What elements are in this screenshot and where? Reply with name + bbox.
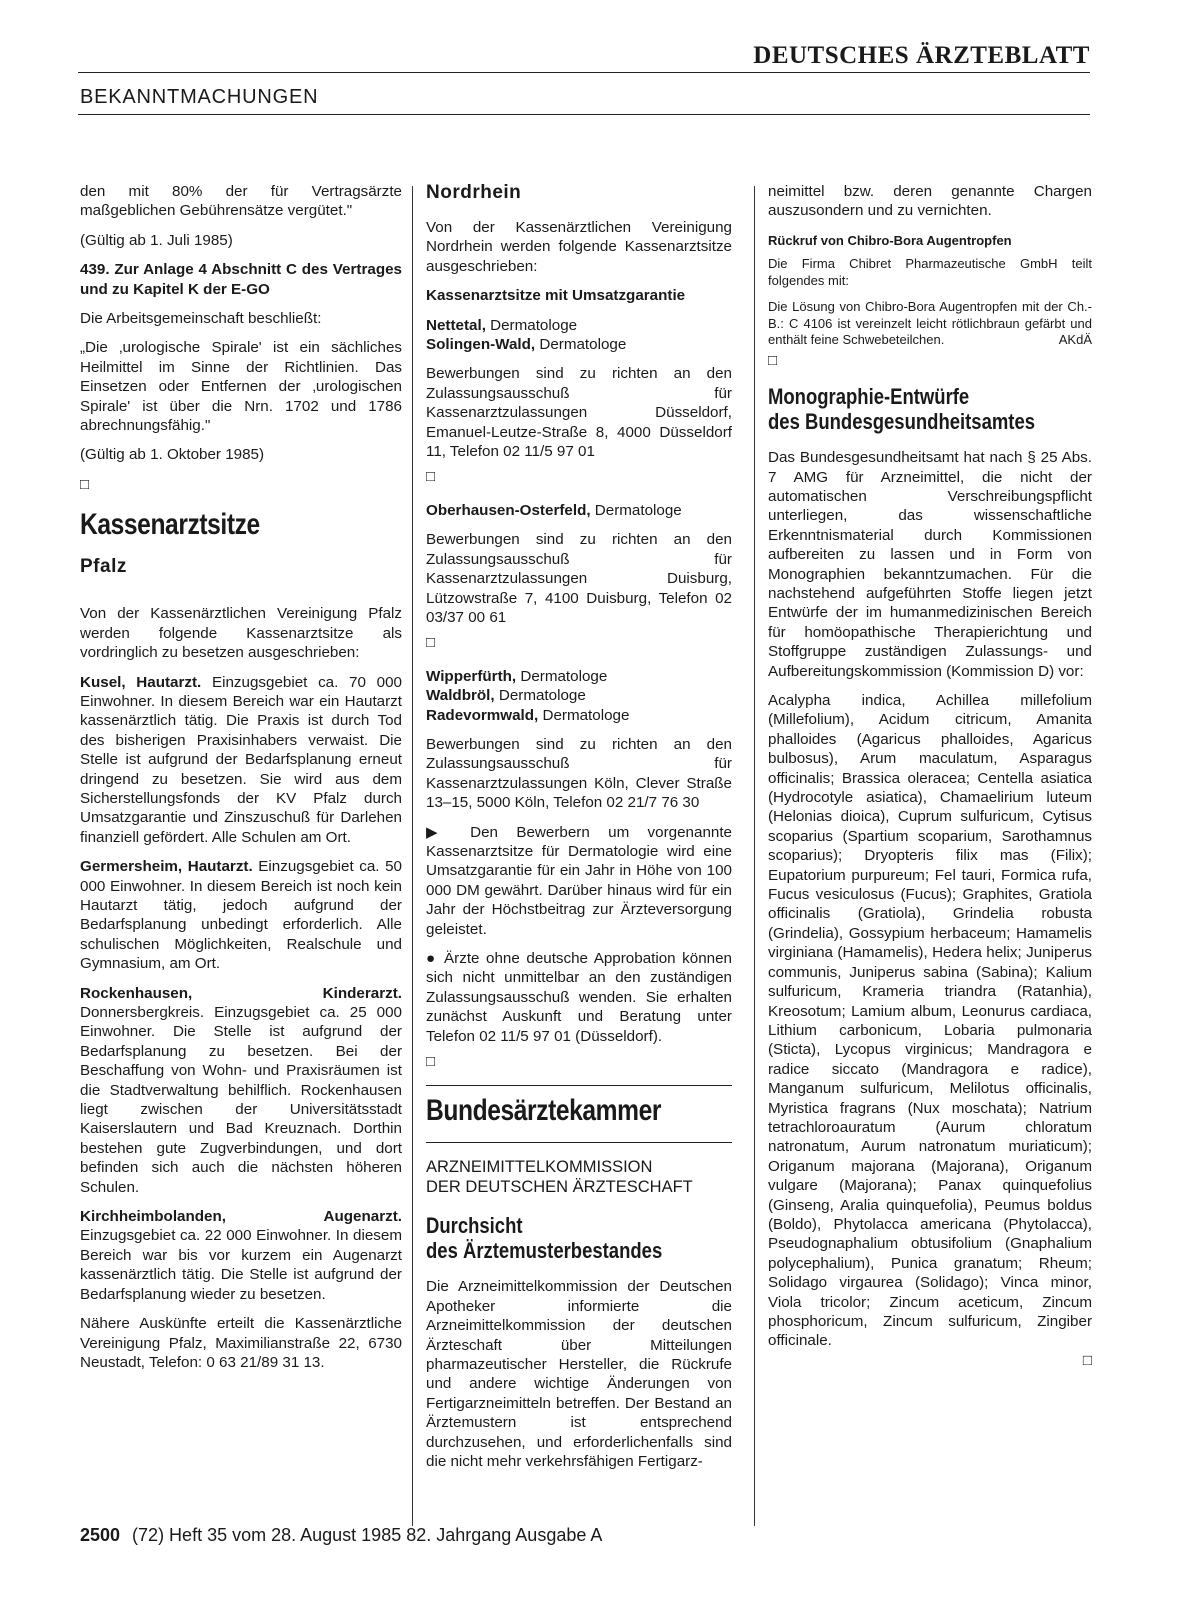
section-label: BEKANNTMACHUNGEN bbox=[80, 86, 319, 108]
substance-list: Acalypha indica, Achillea millefolium (Millefolium), Acidum citricum, Amanita phalloides (Agaricus phalloides, Agaricus bulbosus), Arum maculatum, Asparagus officinalis; Brassica oleracea; Centella asiatica (Hydrocotyle asiatica), Chamaelirium luteum (Helonias dioica), Cuprum sulfuricum, Cytisus scoparius (Spartium scoparium, Sarothamnus scoparius); Dryopteris filix mas (Filix); Eupatorium purpureum; Fel tauri, Formica rufa, Fucus vesiculosus (Fucus); Graphites, Gratiola officinalis (Gratiola), Grindelia robusta (Grindelia), Gossypium herbaceum; Hamamelis virginiana (Hamamelis), Hedera helix; Juniperus communis, Juniperus sabina (Sabina); Kalium sulfuricum, Krameria triandra (Ratanhia), Kreosotum; Lamium album, Leonurus cardiaca, Lithium carbonicum, Lobaria pulmonaria (Sticta), Lycopus virginicus; Mandragora e radice siccato (Mandragora e radice), Manganum sulfuricum, Melilotus officinalis, Myristica fragrans (Nux moschata); Natrium tetrachloroauratum (Aurum chloratum natronatum, Aurum natronatum muriaticum); Origanum majorana (Majorana), Origanum vulgare (Majorana); Panax quinquefolius (Ginseng, Aralia quinquefolia), Peumus boldus (Boldo), Phytolacca americana (Phytolacca), Pseudognaphalium obtusifolium (Gnaphalium polycephalium), Punica granatum; Rheum; Solidago virgaurea (Solidago); Vinca minor, Viola tricolor; Zincum aceticum, Zincum phosphoricum, Zincum sulfuricum, Zingiber officinale. bbox=[768, 692, 1092, 1350]
notice-paragraph: Die Lösung von Chibro-Bora Augentropfen mit der Ch.-B.: C 4106 ist vereinzelt leicht rötlichbraun gefärbt und enthält feine Schwebeteilchen. AKdÄ bbox=[768, 299, 1092, 348]
end-square-icon: □ bbox=[1082, 1351, 1092, 1369]
listing-rockenhausen bbox=[80, 984, 402, 1197]
paragraph-triangle: ▶ Den Bewerbern um vorgenannte Kassenarztsitze für Dermatologie wird eine Umsatzgarantie für ein Jahr in Höhe von 100 000 DM gewährt. Darüber hinaus wird für ein Jahr der Höchstbeitrag zur Ärzteversorgung geleistet. bbox=[426, 823, 732, 938]
listing-text: Donnersbergkreis. Einzugsgebiet ca. 25 000 Einwohner. Die Stelle ist aufgrund der Bedarfsplanung zu besetzen. Bei der Beschaffung von Wohn- und Praxisräumen ist die Stadtverwaltung behilflich. Rockenhausen liegt zwischen der Universitätsstadt Kaiserslautern und Bad Kreuznach. Dorthin bestehen gute Zugverbindungen, und dort befinden sich auch die nächsten höheren Schulen. bbox=[80, 1004, 402, 1196]
paragraph: „Die ‚urologische Spirale' ist ein sächliches Heilmittel im Sinne der Richtlinien. Das Einsetzen oder Entfernen der ‚urologischen Spirale' ist über die Nrn. 1702 und 1786 abrechnungsfähig." bbox=[80, 339, 402, 435]
listing-nettetal: Nettetal, Dermatologe bbox=[426, 316, 578, 334]
paragraph: Von der Kassenärztlichen Vereinigung Pfalz werden folgende Kassenarztsitze als vordringlich zu besetzen ausgeschrieben: bbox=[80, 605, 402, 662]
paragraph: (Gültig ab 1. Juli 1985) bbox=[80, 231, 233, 249]
column-right bbox=[768, 182, 1092, 1370]
paragraph: Von der Kassenärztlichen Vereinigung Nordrhein werden folgende Kassenarztsitze ausgeschrieben: bbox=[426, 219, 732, 275]
listing-germersheim bbox=[80, 857, 402, 973]
paragraph: Das Bundesgesundheitsamt hat nach § 25 Abs. 7 AMG für Arzneimittel, die nicht der automatischen Verschreibungspflicht unterliegen, das wissenschaftliche Erkenntnismaterial durch Kommissionen aufbereiten zu lassen und in Form von Monographien bekanntzumachen. Für die nachstehend aufgeführten Stoffe liegen jetzt Entwürfe der im humanmedizinischen Bereich für homöopathische Therapierichtung und Stoffgruppe zuständigen Zulassungs- und Aufbereitungskommission (Kommission D) vor: bbox=[768, 449, 1092, 680]
heading-nordrhein: Nordrhein bbox=[426, 182, 522, 203]
notice-heading: Rückruf von Chibro-Bora Augentropfen bbox=[768, 232, 1012, 248]
heading-kassenarztsitze: Kassenarztsitze bbox=[80, 508, 260, 542]
header-rule-top bbox=[78, 72, 1090, 73]
page-number: 2500 bbox=[80, 1525, 121, 1545]
paragraph: Bewerbungen sind zu richten an den Zulassungsausschuß für Kassenarztzulassungen Duisburg, Lützowstraße 7, 4100 Duisburg, Telefon 02 03/37 00 61 bbox=[426, 531, 732, 626]
heading-pfalz: Pfalz bbox=[80, 556, 127, 578]
paragraph: Nähere Auskünfte erteilt die Kassenärztliche Vereinigung Pfalz, Maximilianstraße 22, 6730 Neustadt, Telefon: 0 63 21/89 31 13. bbox=[80, 1315, 402, 1371]
paragraph: Die Arbeitsgemeinschaft beschließt: bbox=[80, 310, 322, 328]
heading-durchsicht: Durchsicht des Ärztemusterbestandes bbox=[426, 1213, 663, 1264]
column-divider-2 bbox=[754, 186, 755, 1526]
end-square-icon: □ bbox=[426, 634, 436, 652]
listing-title: Kirchheimbolanden, Augenarzt. bbox=[80, 1208, 402, 1226]
listing-title: Kusel, Hautarzt. bbox=[80, 673, 202, 691]
notice-paragraph: Die Firma Chibret Pharmazeutische GmbH teilt folgendes mit: bbox=[768, 256, 1092, 288]
listing-title: Germersheim, Hautarzt. bbox=[80, 858, 253, 876]
listing-text: Einzugsgebiet ca. 50 000 Einwohner. In diesem Bereich ist noch kein Hautarzt tätig, jedoch aufgrund der Bedarfsplanung unbedingt erforderlich. Alle schulischen Möglichkeiten, Realschule und Gymnasium, am Ort. bbox=[80, 858, 402, 973]
signature-akda: AKdÄ bbox=[1058, 332, 1092, 348]
end-square-icon: □ bbox=[768, 351, 778, 369]
page-footer bbox=[80, 1525, 602, 1546]
listing-waldbroel: Waldbröl, Dermatologe bbox=[426, 687, 586, 705]
listing-text: Einzugsgebiet ca. 70 000 Einwohner. In diesem Bereich war ein Hautarzt kassenärztlich tätig. Die Praxis ist durch Tod des bisherigen Praxisinhabers verwaist. Die Stelle ist aufgrund der Bedarfsplanung erneut dringend zu besetzen. Sie wird aus dem Sicherstellungsfonds der KV Pfalz durch Umsatzgarantie und Zinszuschuß für Darlehen finanziell gefördert. Alle Schulen am Ort. bbox=[80, 673, 402, 846]
listing-solingen: Solingen-Wald, Dermatologe bbox=[426, 336, 627, 354]
item-heading: 439. Zur Anlage 4 Abschnitt C des Vertrages und zu Kapitel K der E-GO bbox=[80, 261, 402, 298]
listing-oberhausen: Oberhausen-Osterfeld, Dermatologe bbox=[426, 501, 682, 519]
paragraph: den mit 80% der für Vertragsärzte maßgeblichen Gebührensätze vergütet." bbox=[80, 183, 402, 220]
issue-info: (72) Heft 35 vom 28. August 1985 82. Jahrgang Ausgabe A bbox=[132, 1525, 603, 1545]
section-rule bbox=[426, 1142, 732, 1143]
end-square-icon: □ bbox=[80, 475, 90, 493]
subheading-umsatzgarantie: Kassenarztsitze mit Umsatzgarantie bbox=[426, 287, 686, 305]
listing-wipperfuerth: Wipperfürth, Dermatologe bbox=[426, 667, 608, 685]
listing-radevormwald: Radevormwald, Dermatologe bbox=[426, 706, 630, 724]
paragraph: Bewerbungen sind zu richten an den Zulassungsausschuß für Kassenarztzulassungen Düsseldorf, Emanuel-Leutze-Straße 8, 4000 Düsseldorf 11, Telefon 02 11/5 97 01 bbox=[426, 365, 732, 461]
masthead: DEUTSCHES ÄRZTEBLATT bbox=[753, 42, 1090, 69]
paragraph: Bewerbungen sind zu richten an den Zulassungsausschuß für Kassenarztzulassungen Köln, Clever Straße 13–15, 5000 Köln, Telefon 02 21/7 76 30 bbox=[426, 735, 732, 812]
paragraph: (Gültig ab 1. Oktober 1985) bbox=[80, 446, 265, 464]
column-middle bbox=[426, 182, 732, 1482]
section-rule bbox=[426, 1085, 732, 1086]
column-divider-1 bbox=[412, 186, 413, 1526]
listing-title: Rockenhausen, Kinderarzt. bbox=[80, 984, 402, 1002]
end-square-icon: □ bbox=[426, 1053, 436, 1071]
overline-arzneimittelkommission: ARZNEIMITTELKOMMISSION DER DEUTSCHEN ÄRZTESCHAFT bbox=[426, 1158, 693, 1197]
listing-kusel bbox=[80, 673, 402, 848]
heading-bundesaerztekammer: Bundesärztekammer bbox=[426, 1094, 662, 1128]
heading-monographie: Monographie-Entwürfe des Bundesgesundheitsamtes bbox=[768, 384, 1036, 435]
listing-text: Einzugsgebiet ca. 22 000 Einwohner. In diesem Bereich war bis vor kurzem ein Augenarzt kassenärztlich tätig. Die Stelle ist aufgrund der Bedarfsplanung wieder zu besetzen. bbox=[80, 1227, 402, 1303]
paragraph: neimittel bzw. deren genannte Chargen auszusondern und zu vernichten. bbox=[768, 183, 1092, 220]
listing-kirchheimbolanden bbox=[80, 1207, 402, 1304]
paragraph: Die Arzneimittelkommission der Deutschen Apotheker informierte die Arzneimittelkommission der deutschen Ärzteschaft über Mitteilungen pharmazeutischer Hersteller, die Rückrufe und andere wichtige Änderungen von Fertigarzneimitteln betreffen. Der Bestand an Ärztemustern ist entsprechend durchzusehen, und erforderlichenfalls sind die nicht mehr verkehrsfähigen Fertigarz- bbox=[426, 1278, 732, 1471]
end-square-icon: □ bbox=[426, 468, 436, 486]
column-left bbox=[80, 182, 402, 1382]
paragraph-bullet: ● Ärzte ohne deutsche Approbation können sich nicht unmittelbar an den zuständigen Zulassungsausschuß wenden. Sie erhalten zunächst Auskunft und Beratung unter Telefon 02 11/5 97 01 (Düsseldorf). bbox=[426, 950, 732, 1045]
header-rule-bottom bbox=[78, 114, 1090, 115]
